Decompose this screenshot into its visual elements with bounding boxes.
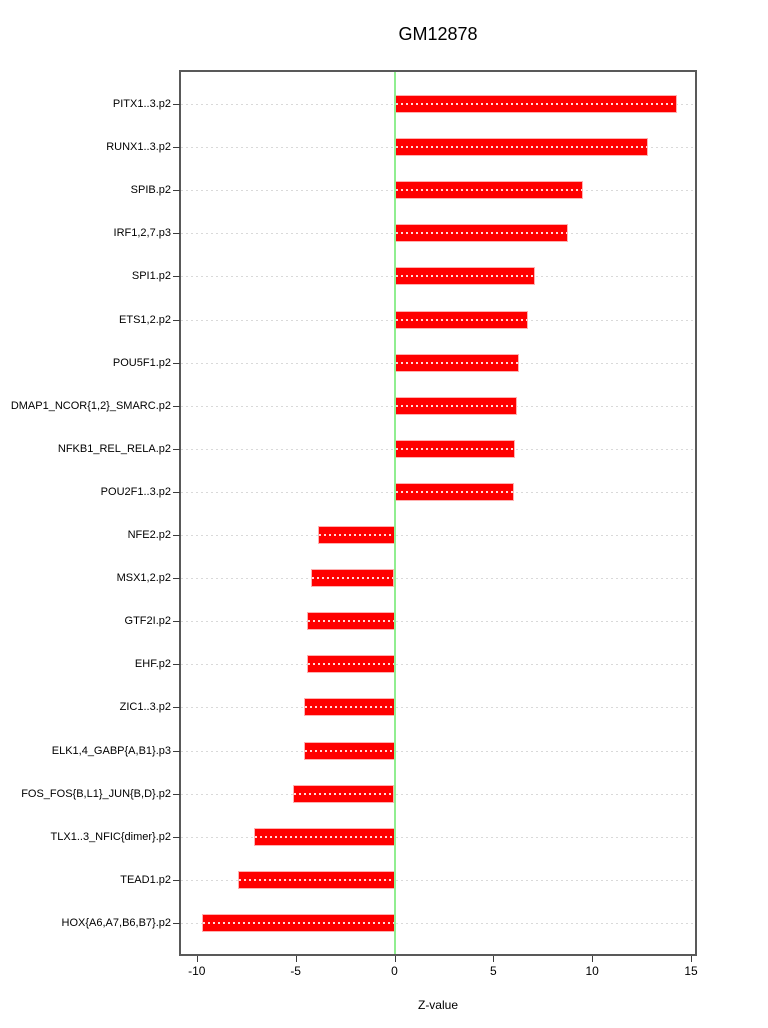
x-axis-tick-label: -10	[188, 964, 206, 978]
bar	[307, 612, 395, 630]
y-axis-tick	[173, 923, 180, 924]
bar-dash-overlay	[396, 319, 527, 321]
y-axis-tick	[173, 233, 180, 234]
y-axis-tick	[173, 492, 180, 493]
y-axis-label: ZIC1..3.p2	[119, 701, 171, 714]
y-axis-tick	[173, 104, 180, 105]
y-axis-tick	[173, 707, 180, 708]
bar	[307, 655, 395, 673]
x-axis-tick	[197, 956, 198, 962]
bar-dash-overlay	[305, 706, 394, 708]
y-axis-label: TEAD1.p2	[120, 873, 171, 886]
bar	[395, 311, 528, 329]
bar	[395, 224, 569, 242]
y-axis-label: ETS1,2.p2	[119, 313, 171, 326]
y-axis-tick	[173, 147, 180, 148]
x-axis-tick	[592, 956, 593, 962]
y-axis-label: SPI1.p2	[131, 270, 171, 283]
y-axis-label: MSX1,2.p2	[116, 572, 171, 585]
bar	[318, 526, 394, 544]
bar-dash-overlay	[396, 448, 515, 450]
bar-dash-overlay	[294, 793, 394, 795]
bar-dash-overlay	[396, 362, 519, 364]
bar	[293, 785, 395, 803]
bar	[395, 181, 584, 199]
gridline	[181, 535, 695, 536]
bar	[304, 698, 395, 716]
y-axis-tick	[173, 535, 180, 536]
bar	[395, 440, 516, 458]
x-axis-tick-label: 0	[391, 964, 398, 978]
y-axis-tick	[173, 751, 180, 752]
bar-dash-overlay	[396, 275, 534, 277]
gridline	[181, 664, 695, 665]
y-axis-tick	[173, 621, 180, 622]
bar-dash-overlay	[319, 534, 393, 536]
y-axis-tick	[173, 363, 180, 364]
x-axis-tick-label: 15	[684, 964, 698, 978]
y-axis-label: HOX{A6,A7,B6,B7}.p2	[61, 916, 171, 929]
bar-dash-overlay	[396, 146, 647, 148]
y-axis-label: NFE2.p2	[127, 529, 171, 541]
y-axis-tick	[173, 794, 180, 795]
y-axis-tick	[173, 190, 180, 191]
y-axis-tick	[173, 578, 180, 579]
y-axis-label: FOS_FOS{B,L1}_JUN{B,D}.p2	[21, 787, 171, 800]
bar	[395, 397, 518, 415]
bar	[238, 871, 394, 889]
bar-dash-overlay	[308, 620, 394, 622]
bar	[395, 95, 678, 113]
y-axis-label: IRF1,2,7.p3	[113, 227, 171, 240]
y-axis-tick	[173, 276, 180, 277]
x-axis-tick-label: -5	[290, 964, 301, 978]
y-axis-label: GTF2I.p2	[124, 615, 171, 628]
bar-dash-overlay	[396, 405, 517, 407]
x-axis-title: Z-value	[417, 998, 458, 1012]
bar	[395, 267, 535, 285]
gridline	[181, 794, 695, 795]
y-axis-label: DMAP1_NCOR{1,2}_SMARC.p2	[10, 399, 171, 412]
bar	[311, 569, 394, 587]
bar	[254, 828, 394, 846]
y-axis-label: NFKB1_REL_RELA.p2	[57, 442, 171, 455]
y-axis-label: SPIB.p2	[130, 184, 171, 197]
y-axis-label: PITX1..3.p2	[112, 98, 171, 110]
x-axis-tick-label: 5	[490, 964, 497, 978]
gridline	[181, 621, 695, 622]
y-axis-label: ELK1,4_GABP{A,B1}.p3	[51, 744, 171, 757]
x-axis-tick	[493, 956, 494, 962]
bar	[395, 354, 520, 372]
y-axis-tick	[173, 837, 180, 838]
bar-dash-overlay	[396, 189, 583, 191]
bar	[202, 914, 395, 932]
y-axis-tick	[173, 449, 180, 450]
zero-reference-line	[394, 72, 396, 954]
y-axis-tick	[173, 664, 180, 665]
y-axis-label: RUNX1..3.p2	[106, 141, 171, 154]
x-axis-tick	[296, 956, 297, 962]
bar-dash-overlay	[396, 232, 568, 234]
y-axis-label: POU2F1..3.p2	[100, 485, 171, 498]
x-axis-tick	[395, 956, 396, 962]
bar-dash-overlay	[255, 836, 393, 838]
bar-dash-overlay	[305, 750, 394, 752]
bar	[395, 483, 515, 501]
y-axis-label: POU5F1.p2	[112, 356, 171, 369]
bar-dash-overlay	[239, 879, 393, 881]
y-axis-tick	[173, 320, 180, 321]
gridline	[181, 578, 695, 579]
x-axis-tick	[691, 956, 692, 962]
y-axis-label: EHF.p2	[134, 658, 171, 671]
bar-dash-overlay	[396, 491, 514, 493]
bar-dash-overlay	[203, 922, 394, 924]
y-axis-tick	[173, 880, 180, 881]
bar	[304, 742, 395, 760]
x-axis-tick-label: 10	[585, 964, 599, 978]
plot-area	[179, 70, 697, 956]
gridline	[181, 707, 695, 708]
bar-dash-overlay	[308, 663, 394, 665]
bar-dash-overlay	[312, 577, 393, 579]
bar-dash-overlay	[396, 103, 677, 105]
bar	[395, 138, 648, 156]
gridline	[181, 751, 695, 752]
y-axis-label: TLX1..3_NFIC{dimer}.p2	[50, 830, 171, 843]
y-axis-tick	[173, 406, 180, 407]
chart-title: GM12878	[398, 24, 478, 44]
